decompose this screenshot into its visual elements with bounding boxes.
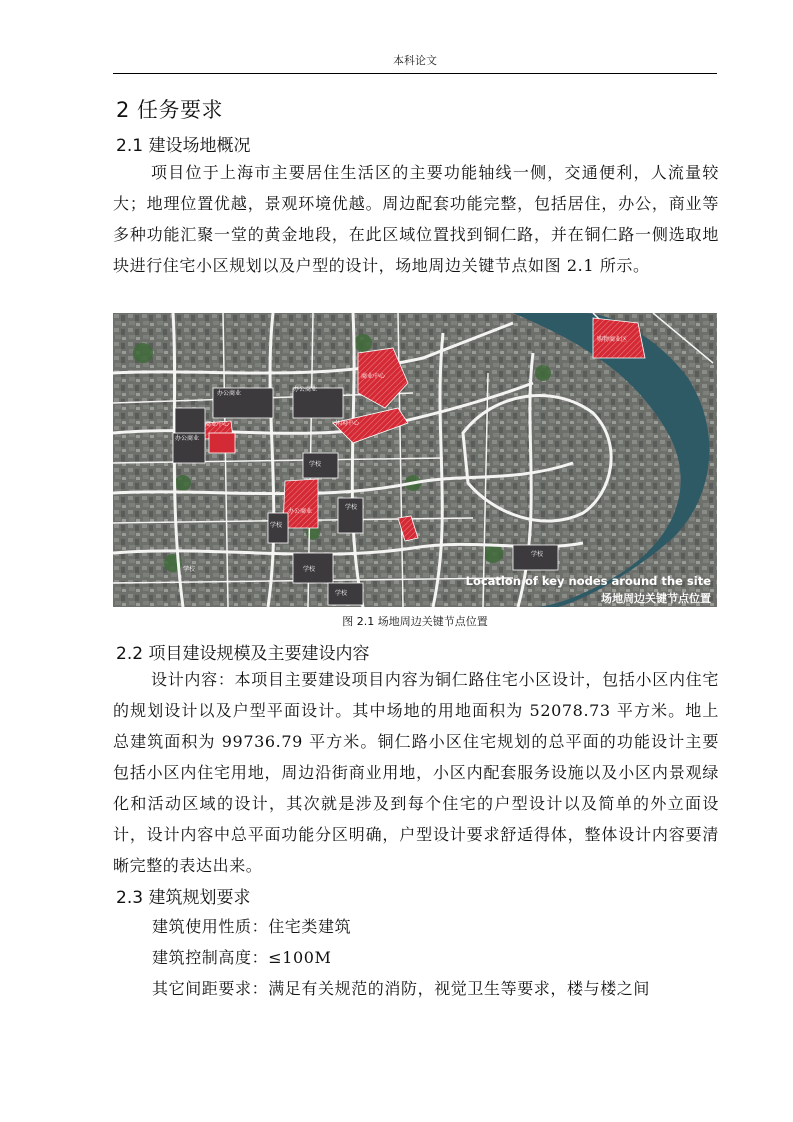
node-label: 办公商业 xyxy=(293,386,318,393)
figure-overlay-cn: 场地周边关键节点位置 xyxy=(601,592,711,605)
page-header: 本科论文 xyxy=(393,54,437,67)
node-label: 购物商业区 xyxy=(597,336,628,343)
requirement-height: 建筑控制高度：≤100M xyxy=(152,948,332,967)
node-label: 办公商业 xyxy=(288,508,313,515)
node-label: 办公商业 xyxy=(175,435,200,442)
requirement-use: 建筑使用性质：住宅类建筑 xyxy=(152,917,352,936)
node-label: 学校 xyxy=(303,566,316,573)
node-label: 学校 xyxy=(309,461,322,468)
requirement-spacing: 其它间距要求：满足有关规范的消防，视觉卫生等要求，楼与楼之间 xyxy=(152,979,651,998)
subsection-heading-2-3: 2.3 建筑规划要求 xyxy=(116,888,251,908)
header-rule xyxy=(113,73,717,74)
node-label: 学校 xyxy=(335,590,348,597)
section-heading: 2 任务要求 xyxy=(116,98,224,122)
node-label: 学校 xyxy=(531,551,544,558)
figure-caption: 图 2.1 场地周边关键节点位置 xyxy=(342,615,488,628)
node-label: 休闲中心 xyxy=(335,420,360,427)
figure-overlay-en: Location of key nodes around the site xyxy=(465,574,711,588)
subsection-heading-2-2: 2.2 项目建设规模及主要建设内容 xyxy=(116,644,370,664)
node-label: 办公商业 xyxy=(217,390,242,397)
subsection-heading-2-1: 2.1 建设场地概况 xyxy=(116,136,251,156)
node-label: 学校 xyxy=(345,504,358,511)
paragraph-scale-content: 设计内容：本项目主要建设项目内容为铜仁路住宅小区设计，包括小区内住宅的规划设计以及户型平面设计。其中场地的用地面积为 52078.73 平方米。地上总建筑面积为 99736.79 平方米。铜仁路小区住宅规划的总平面的功能设计主要包括小区内住宅用地，周边沿街商业用地，小区内配套服务设施以及小区内景观绿化和活动区域的设计，其次就是涉及到每个住宅的户型设计以及简单的外立面设计，设计内容中总平面功能分区明确，户型设计要求舒适得体，整体设计内容要清晰完整的表达出来。 xyxy=(113,670,719,875)
node-label: 学校 xyxy=(183,566,196,573)
site-map-figure xyxy=(113,313,717,607)
node-label: 学校 xyxy=(270,522,283,529)
node-label: 商业中心 xyxy=(361,373,386,380)
paragraph-site-overview: 项目位于上海市主要居住生活区的主要功能轴线一侧，交通便利，人流量较大；地理位置优越，景观环境优越。周边配套功能完整，包括居住，办公，商业等多种功能汇聚一堂的黄金地段，在此区域位置找到铜仁路，并在铜仁路一侧选取地块进行住宅小区规划以及户型的设计，场地周边关键节点如图 2.1 所示。 xyxy=(113,163,719,275)
node-label: 商业中心 xyxy=(205,421,230,428)
